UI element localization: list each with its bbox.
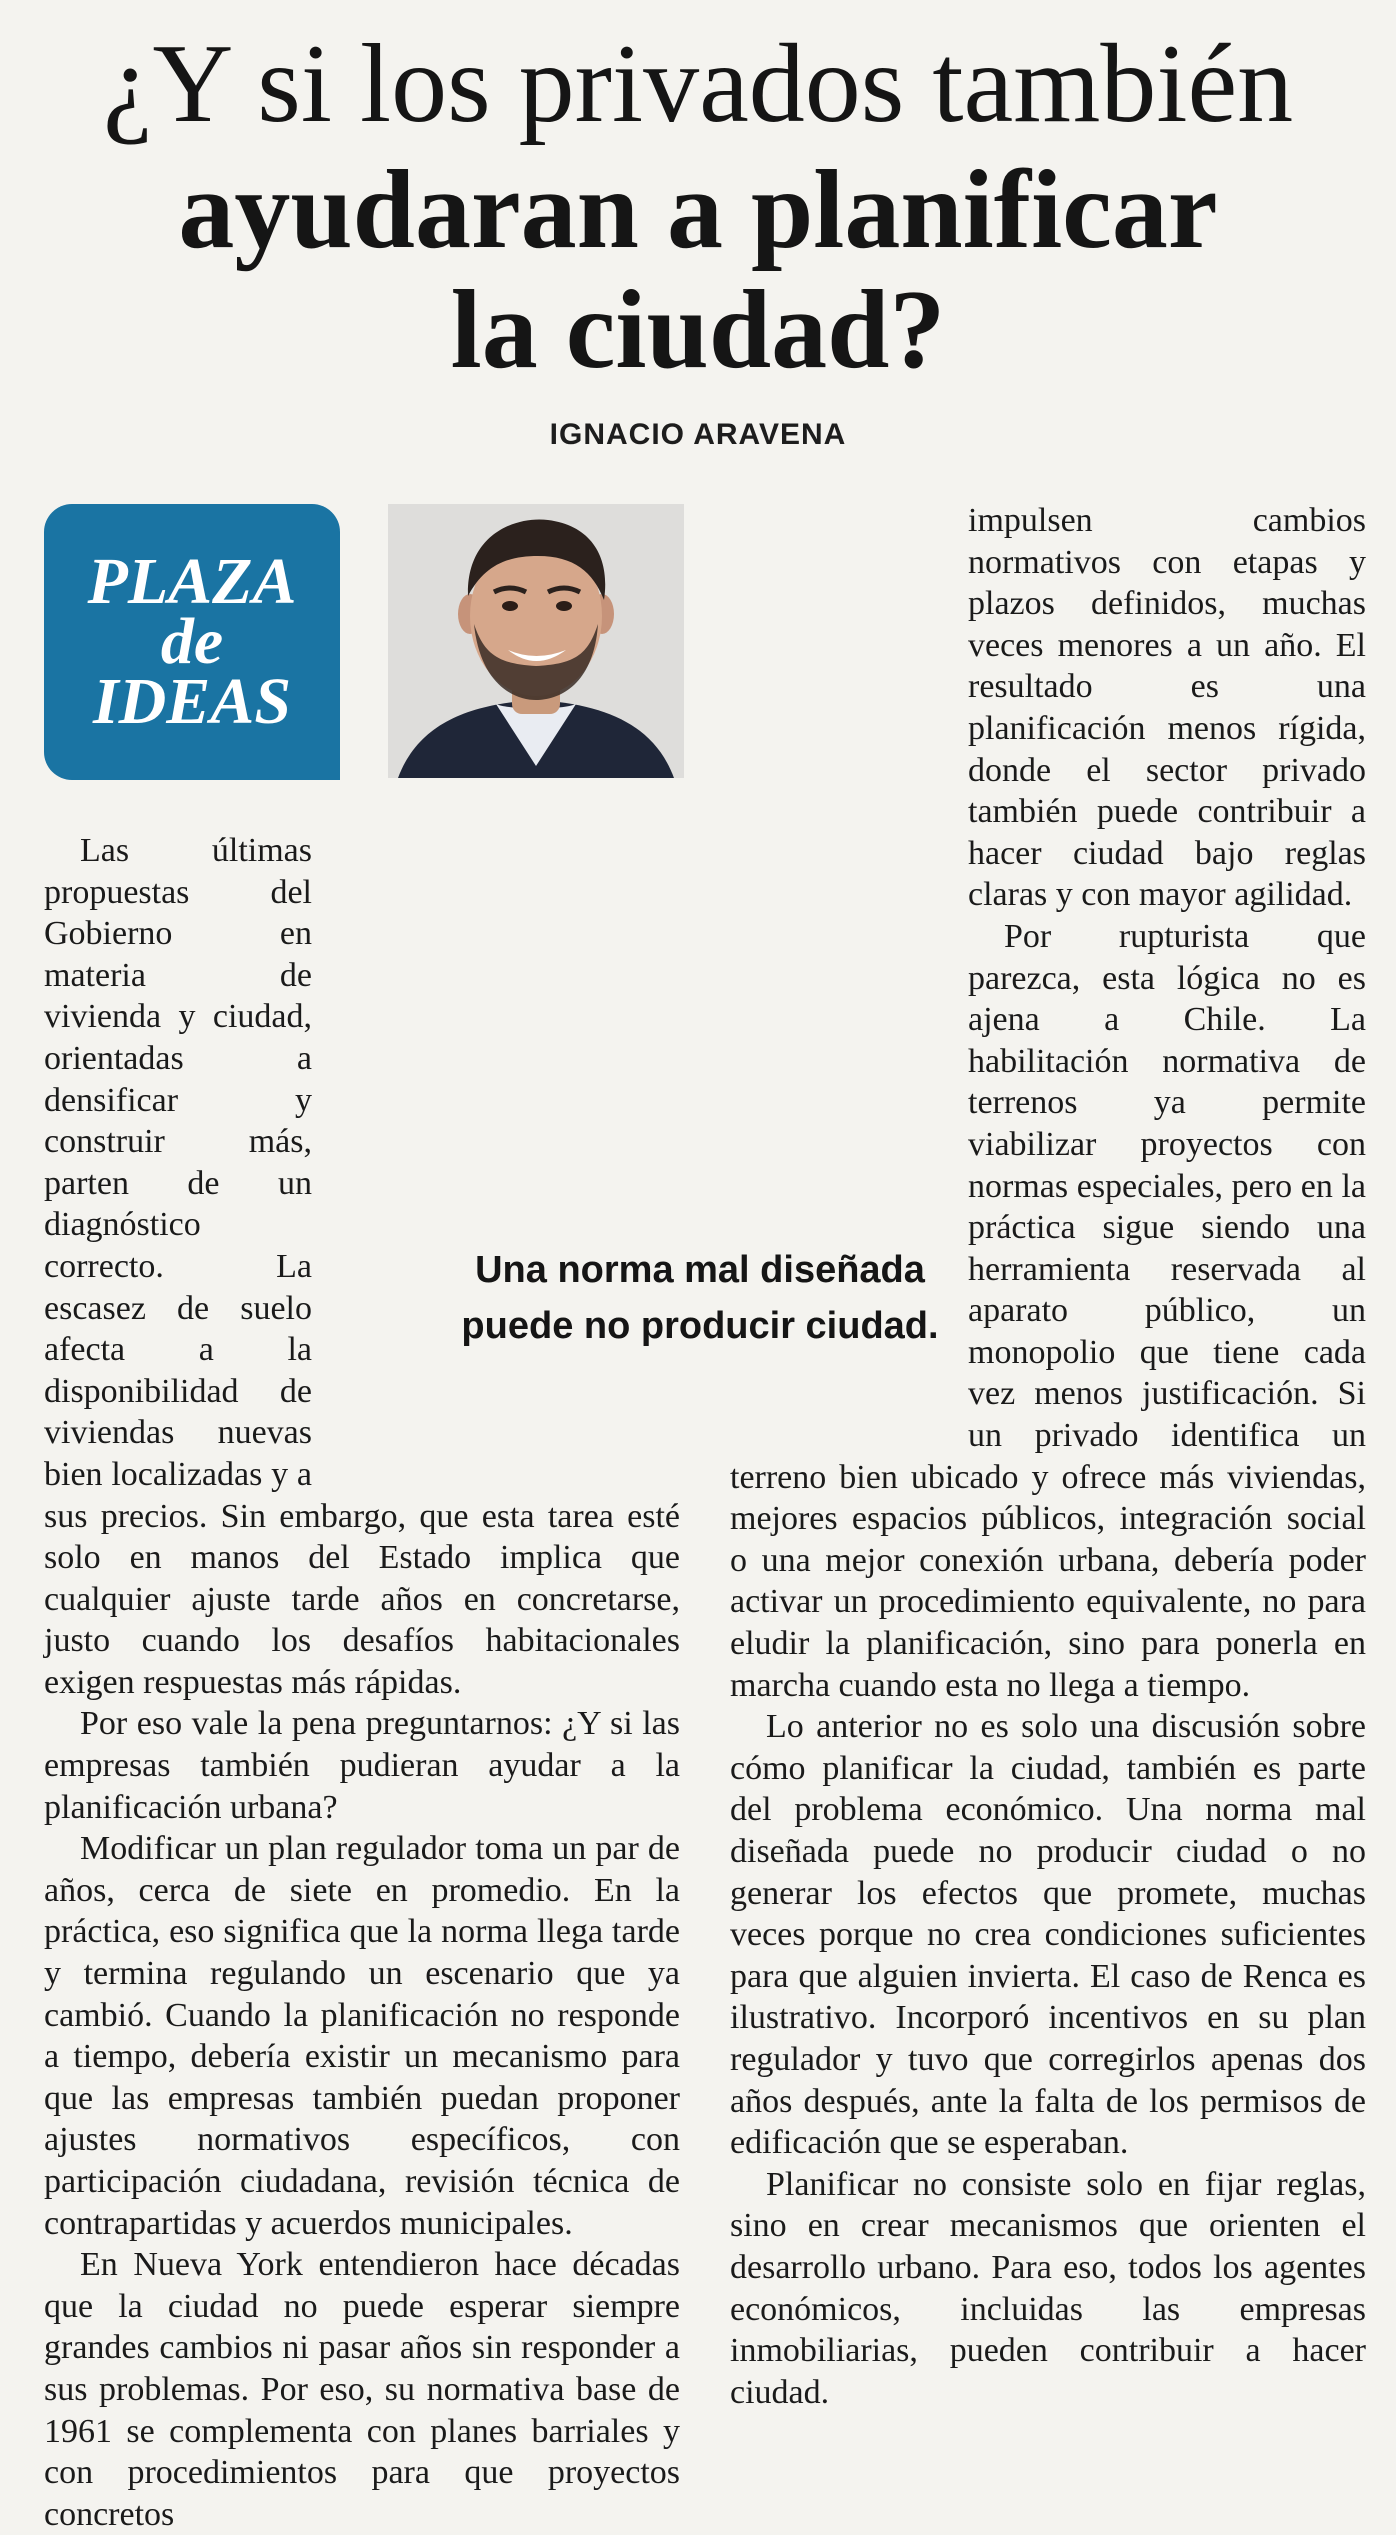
pull-quote-line-2: puede no producir ciudad. — [461, 1305, 939, 1347]
section-badge — [44, 504, 340, 780]
author-byline: IGNACIO ARAVENA — [549, 418, 847, 451]
section-badge-line-2: de — [160, 605, 224, 678]
paragraph-6: Por rupturista que parezca, esta lógica no es ajena a Chile. La habilitación normativa de terrenos ya permite viabilizar proyectos con normas especiales, pero en la práctica sigue siendo una herramienta reservada al aparato público, un monopolio que tiene cada vez menos justificación. Si un privado identifica un terreno bien ubicado y ofrece más viviendas, mejores espacios públicos, integración social o una mejor conexión urbana, debería poder activar un procedimiento equivalente, no para eludir la planificación, sino para ponerla en marcha cuando esta no llega a tiempo. — [730, 917, 1366, 1704]
pull-quote-line-1: Una norma mal diseñada — [475, 1249, 925, 1291]
paragraph-8: Planificar no consiste solo en fijar reglas, sino en crear mecanismos que orienten el desarrollo urbano. Para eso, todos los agentes económicos, incluidas las empresas inmobiliarias, pueden contribuir a hacer ciudad. — [730, 2165, 1366, 2411]
paragraph-3: Modificar un plan regulador toma un par de años, cerca de siete en promedio. En la práctica, eso significa que la norma llega tarde y termina regulando un escenario que ya cambió. Cuando la planificación no responde a tiempo, debería existir un mecanismo para que las empresas también puedan proponer ajustes normativos específicos, con participación ciudadana, revisión técnica de contrapartidas y acuerdos municipales. — [44, 1830, 680, 2242]
section-badge-line-3: IDEAS — [92, 665, 292, 738]
section-badge-line-1: PLAZA — [87, 545, 297, 618]
paragraph-7: Lo anterior no es solo una discusión sobre cómo planificar la ciudad, también es parte del problema económico. Una norma mal diseñada puede no producir ciudad o no generar los efectos que promete, muchas veces porque no crea condiciones suficientes para que alguien invierta. El caso de Renca es ilustrativo. Incorporó incentivos en su plan regulador y tuvo que corregirlos apenas dos años después, ante la falta de los permisos de edificación que se esperaban. — [730, 1708, 1366, 2162]
right-column — [730, 500, 1366, 2413]
article-headline — [40, 22, 1356, 392]
headline-line-2: ayudaran a planificar — [178, 148, 1218, 272]
paragraph-1: Las últimas propuestas del Gobierno en materia de vivienda y ciudad, orientadas a densificar y construir más, parten de un diagnóstico correcto. La escasez de suelo afecta a la disponibilidad de viviendas nuevas bien localizadas y a sus precios. Sin embargo, que esta tarea esté solo en manos del Estado implica que cualquier ajuste tarde años en concretarse, justo cuando los desafíos habitacionales exigen respuestas más rápidas. — [44, 832, 680, 1701]
headline-line-3: la ciudad? — [450, 268, 946, 392]
author-photo — [388, 504, 684, 778]
author-portrait-illustration — [388, 504, 684, 778]
paragraph-2: Por eso vale la pena preguntarnos: ¿Y si las empresas también pudieran ayudar a la planificación urbana? — [44, 1705, 680, 1826]
pull-quote — [450, 1242, 950, 1354]
headline-line-1: ¿Y si los privados también — [102, 22, 1294, 146]
paragraph-5: impulsen cambios normativos con etapas y plazos definidos, muchas veces menores a un año. El resultado es una planificación menos rígida, donde el sector privado también puede contribuir a hacer ciudad bajo reglas claras y con mayor agilidad. — [968, 502, 1366, 914]
paragraph-4: En Nueva York entendieron hace décadas que la ciudad no puede esperar siempre grandes cambios ni pasar años sin responder a sus problemas. Por eso, su normativa base de 1961 se complementa con planes barriales y con procedimientos para que proyectos concretos — [44, 2246, 680, 2533]
left-column — [44, 830, 680, 2535]
